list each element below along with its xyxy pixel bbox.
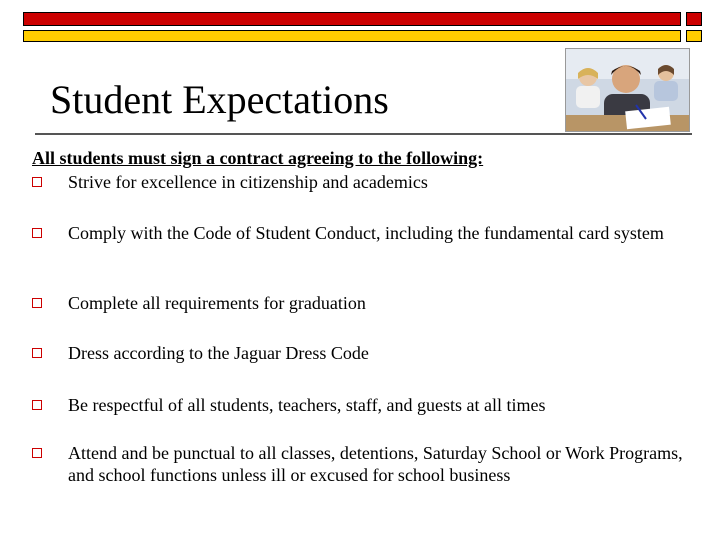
title-underline-rule bbox=[35, 133, 692, 135]
slide-title: Student Expectations bbox=[50, 77, 389, 122]
list-item-text: Complete all requirements for graduation bbox=[68, 293, 366, 313]
list-item-text: Be respectful of all students, teachers, staff, and guests at all times bbox=[68, 395, 546, 415]
hollow-square-bullet-icon bbox=[32, 400, 42, 410]
top-red-bar bbox=[23, 12, 681, 26]
students-photo-icon bbox=[566, 49, 690, 132]
hollow-square-bullet-icon bbox=[32, 228, 42, 238]
hollow-square-bullet-icon bbox=[32, 348, 42, 358]
hollow-square-bullet-icon bbox=[32, 177, 42, 187]
list-item-text: Dress according to the Jaguar Dress Code bbox=[68, 343, 369, 363]
intro-text: All students must sign a contract agreeing to the following: bbox=[32, 148, 484, 168]
list-item-text: Attend and be punctual to all classes, detentions, Saturday School or Work Programs, and school functions unless ill or excused for school business bbox=[68, 443, 683, 485]
hollow-square-bullet-icon bbox=[32, 298, 42, 308]
students-photo bbox=[565, 48, 690, 132]
top-yellow-bar bbox=[23, 30, 681, 42]
corner-yellow-square bbox=[686, 30, 702, 42]
corner-red-square bbox=[686, 12, 702, 26]
list-item-text: Comply with the Code of Student Conduct, including the fundamental card system bbox=[68, 223, 664, 243]
hollow-square-bullet-icon bbox=[32, 448, 42, 458]
list-item-text: Strive for excellence in citizenship and academics bbox=[68, 172, 428, 192]
